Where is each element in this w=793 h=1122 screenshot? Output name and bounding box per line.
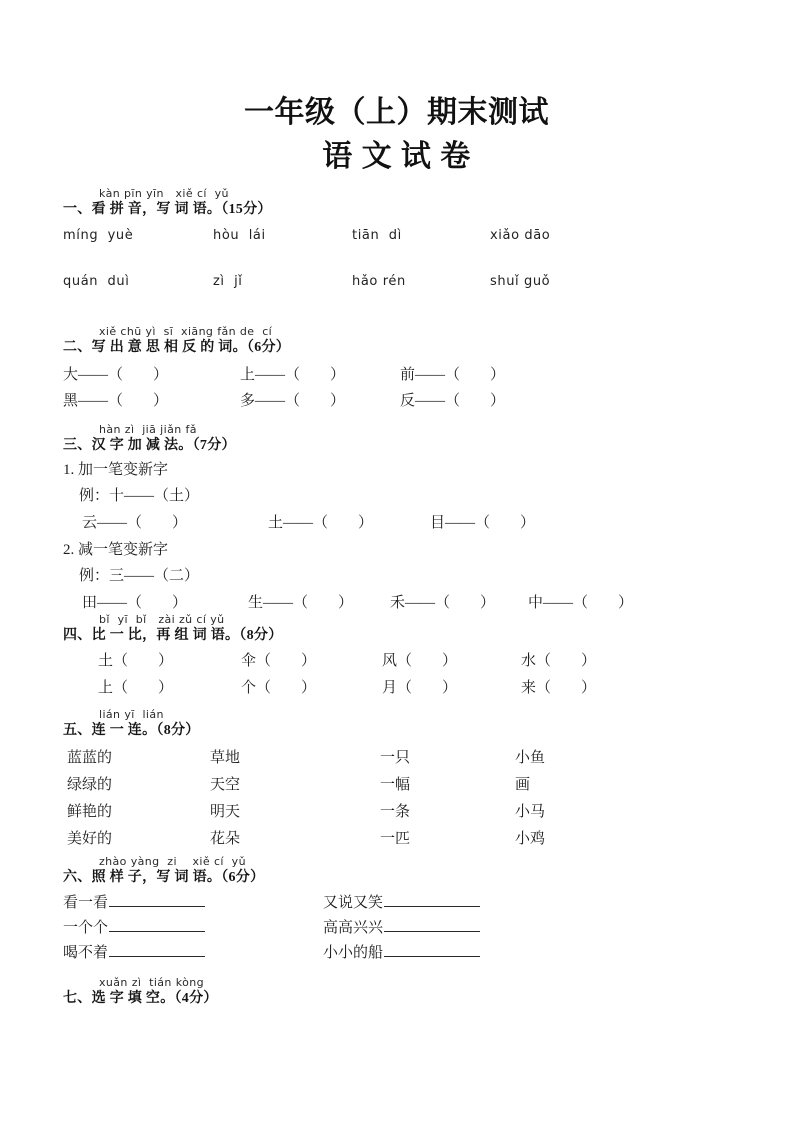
section-7-choose-fill [63, 976, 730, 1009]
stroke-remove-row [63, 594, 730, 613]
pattern-row [63, 891, 730, 916]
match-word: 小马 [515, 804, 546, 820]
fill-blank-item: 禾——（ ） [390, 595, 496, 611]
pattern-label: 喝不着 [63, 945, 109, 961]
match-word: 一只 [380, 750, 411, 766]
fill-blank-item: 土（ ） [98, 653, 174, 669]
match-word: 草地 [210, 750, 241, 766]
section-heading: 一、看 拼 音，写 词 语。（15分） [63, 202, 272, 217]
write-blank-line [384, 941, 480, 957]
match-word: 花朵 [210, 831, 241, 847]
match-word: 画 [515, 777, 531, 793]
pinyin-caption: lián yī lián [99, 708, 164, 721]
match-word: 一匹 [380, 831, 411, 847]
pinyin-word: hǎo rén [352, 274, 406, 289]
pattern-label: 小小的船 [323, 945, 384, 961]
fill-blank-item: 前——（ ） [400, 367, 506, 383]
write-blank-line [109, 916, 205, 932]
pattern-row [63, 941, 730, 966]
pinyin-caption: xuǎn zì tián kòng [99, 976, 204, 989]
pattern-label: 一个个 [63, 920, 109, 936]
subtask-label: 1. 加一笔变新字 [63, 462, 169, 478]
pinyin-word: xiǎo dāo [490, 228, 551, 243]
match-word: 明天 [210, 804, 241, 820]
write-blank-line [384, 916, 480, 932]
fill-blank-item: 来（ ） [521, 680, 597, 696]
match-word: 小鱼 [515, 750, 546, 766]
pattern-item [63, 916, 323, 941]
stroke-add-row [63, 514, 730, 533]
pinyin-word: tiān dì [352, 228, 402, 243]
fill-blank-item: 大——（ ） [63, 367, 169, 383]
pinyin-word-row [63, 227, 730, 245]
pattern-label: 又说又笑 [323, 895, 384, 911]
pattern-label: 看一看 [63, 895, 109, 911]
pinyin-caption: hàn zì jiā jiǎn fǎ [99, 423, 197, 436]
fill-blank-item: 上（ ） [98, 680, 174, 696]
pinyin-word: hòu lái [213, 228, 266, 243]
page-subtitle: 语 文 试 卷 [322, 140, 471, 173]
fill-blank-item: 上——（ ） [240, 367, 346, 383]
write-blank-line [109, 891, 205, 907]
fill-blank-item: 黑——（ ） [63, 393, 169, 409]
fill-blank-item: 生——（ ） [248, 595, 354, 611]
fill-blank-item: 风（ ） [382, 653, 458, 669]
fill-blank-item: 个（ ） [241, 680, 317, 696]
match-word: 一条 [380, 804, 411, 820]
section-heading: 三、汉 字 加 减 法。（7分） [63, 438, 236, 453]
match-word: 绿绿的 [67, 777, 113, 793]
fill-blank-item: 伞（ ） [241, 653, 317, 669]
section-5-matching [63, 708, 730, 849]
section-heading: 五、连 一 连。（8分） [63, 723, 200, 738]
compare-row [63, 679, 730, 698]
match-word: 鲜艳的 [67, 804, 113, 820]
pinyin-word: shuǐ guǒ [490, 274, 551, 289]
compare-row [63, 652, 730, 671]
section-6-copy-pattern [63, 855, 730, 966]
pinyin-caption: zhào yàng zi xiě cí yǔ [99, 855, 246, 868]
match-row [63, 830, 730, 849]
section-1-kanpinyin [63, 187, 730, 291]
pinyin-caption: kàn pīn yīn xiě cí yǔ [99, 187, 229, 200]
pinyin-word-row [63, 273, 730, 291]
page-title: 一年级（上）期末测试 [244, 96, 549, 129]
antonym-row [63, 366, 730, 385]
match-word: 美好的 [67, 831, 113, 847]
section-4-compare-words [63, 613, 730, 698]
fill-blank-item: 中——（ ） [528, 595, 634, 611]
pattern-item [323, 916, 730, 941]
pattern-item [323, 941, 730, 966]
section-heading: 六、照 样 子，写 词 语。（6分） [63, 870, 265, 885]
section-2-antonyms [63, 325, 730, 411]
fill-blank-item: 月（ ） [382, 680, 458, 696]
write-blank-line [384, 891, 480, 907]
subtask-label: 2. 减一笔变新字 [63, 542, 169, 558]
pattern-row [63, 916, 730, 941]
pinyin-word: quán duì [63, 274, 130, 289]
pattern-label: 高高兴兴 [323, 920, 384, 936]
pinyin-caption: xiě chū yì sī xiāng fǎn de cí [99, 325, 273, 338]
fill-blank-item: 目——（ ） [430, 515, 536, 531]
fill-blank-item: 反——（ ） [400, 393, 506, 409]
fill-blank-item: 水（ ） [521, 653, 597, 669]
match-word: 小鸡 [515, 831, 546, 847]
section-heading: 二、写 出 意 思 相 反 的 词。（6分） [63, 340, 291, 355]
match-row [63, 803, 730, 822]
section-heading: 七、选 字 填 空。（4分） [63, 991, 218, 1006]
example-line: 例：三——（二） [79, 568, 200, 584]
pinyin-caption: bǐ yī bǐ zài zǔ cí yǔ [99, 613, 225, 626]
section-heading: 四、比 一 比，再 组 词 语。（8分） [63, 628, 283, 643]
fill-blank-item: 土——（ ） [268, 515, 374, 531]
example-line: 例：十——（土） [79, 488, 200, 504]
match-row [63, 776, 730, 795]
section-3-stroke-math [63, 423, 730, 613]
pattern-item [63, 891, 323, 916]
fill-blank-item: 多——（ ） [240, 393, 346, 409]
pinyin-word: zì jǐ [213, 274, 243, 289]
match-word: 天空 [210, 777, 241, 793]
match-row [63, 749, 730, 768]
match-word: 一幅 [380, 777, 411, 793]
antonym-row [63, 392, 730, 411]
pattern-item [323, 891, 730, 916]
pinyin-word: míng yuè [63, 228, 134, 243]
fill-blank-item: 田——（ ） [82, 595, 188, 611]
match-word: 蓝蓝的 [67, 750, 113, 766]
write-blank-line [109, 941, 205, 957]
pattern-item [63, 941, 323, 966]
fill-blank-item: 云——（ ） [82, 515, 188, 531]
